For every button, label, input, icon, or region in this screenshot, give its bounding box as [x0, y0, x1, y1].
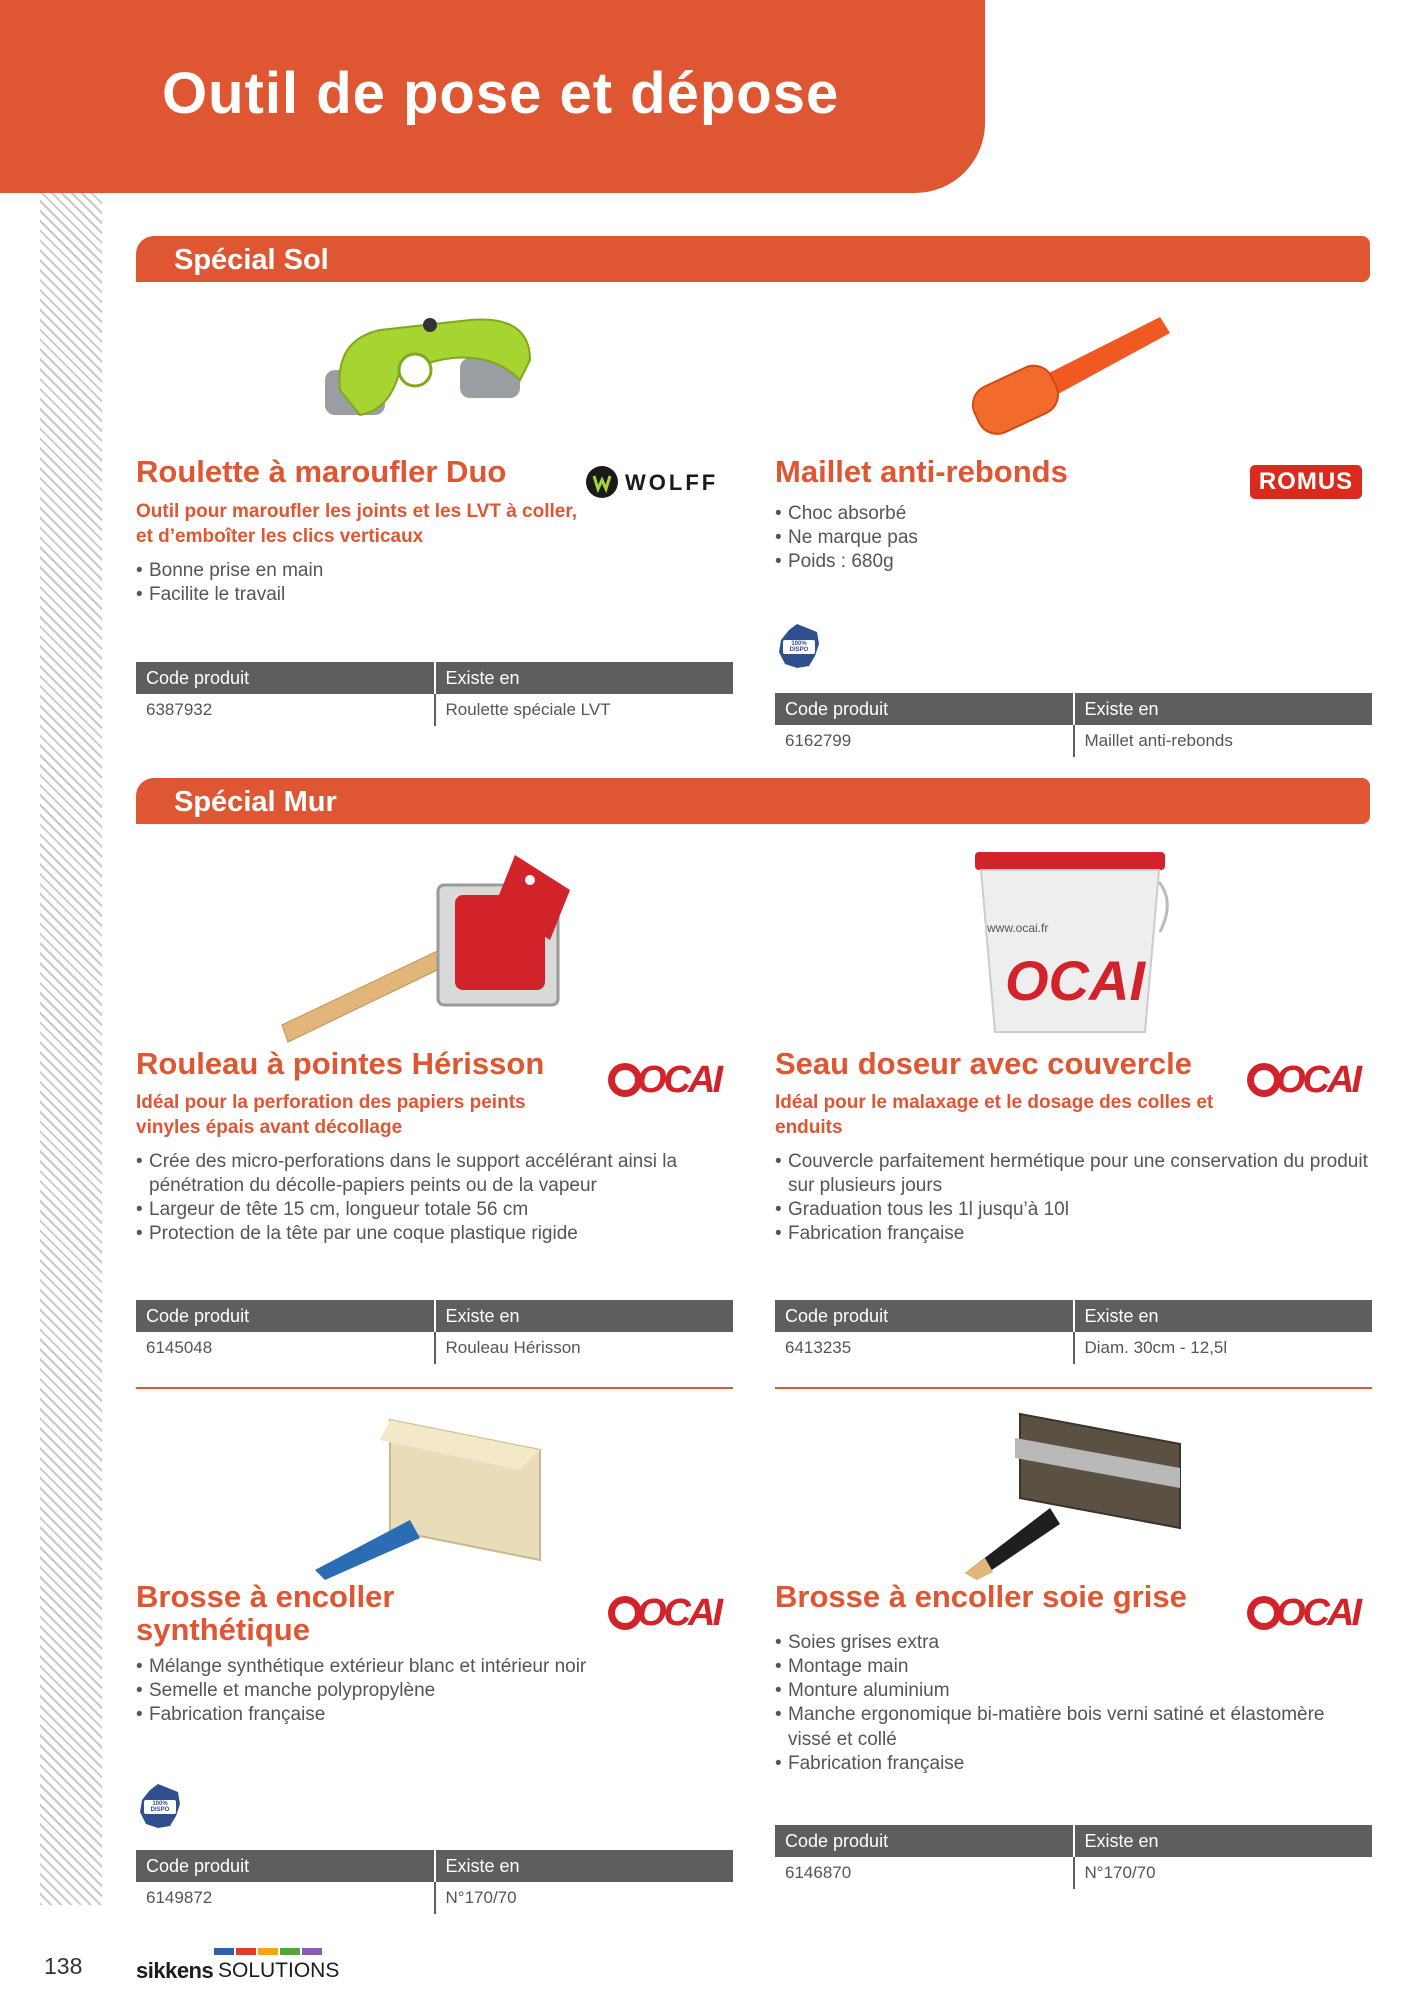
- page-number: 138: [44, 1953, 83, 1979]
- seau-title: Seau doseur avec couvercle: [775, 1046, 1193, 1081]
- wolff-logo: [585, 465, 735, 499]
- variant-header: Existe en: [1074, 1825, 1373, 1857]
- feature-item: • Protection de la tête par une coque plastique rigide: [136, 1222, 736, 1246]
- ocai-logo-text: OCAI: [637, 1059, 720, 1101]
- product-variant: Roulette spéciale LVT: [435, 694, 734, 726]
- sikkens-solutions-logo: [136, 1948, 340, 1983]
- rouleau-title: Rouleau à pointes Hérisson: [136, 1046, 545, 1081]
- ocai-logo: [607, 1058, 732, 1102]
- feature-item: • Couvercle parfaitement hermétique pour une conservation du produit sur plusieurs jours: [775, 1150, 1375, 1198]
- product-variant: Diam. 30cm - 12,5l: [1074, 1332, 1373, 1364]
- feature-item: • Manche ergonomique bi-matière bois verni satiné et élastomère vissé et collé: [775, 1703, 1355, 1751]
- brand-color-bar: [214, 1948, 234, 1955]
- wolff-logo-text: WOLFF: [625, 470, 719, 495]
- maillet-image: [965, 305, 1175, 445]
- code-header: Code produit: [136, 662, 435, 694]
- feature-item: • Fabrication française: [775, 1222, 1375, 1246]
- feature-item: • Semelle et manche polypropylène: [136, 1679, 716, 1703]
- brand-color-bar: [302, 1948, 322, 1955]
- feature-item: • Fabrication française: [775, 1752, 1355, 1776]
- separator: [775, 1387, 1372, 1389]
- roulette-image: [320, 300, 550, 440]
- rouleau-features: [136, 1150, 736, 1247]
- brosse-synthetique-code-table: [136, 1850, 733, 1914]
- code-header: Code produit: [136, 1850, 435, 1882]
- product-variant: N°170/70: [435, 1882, 734, 1914]
- product-variant: Maillet anti-rebonds: [1074, 725, 1373, 757]
- seau-image-website: www.ocai.fr: [987, 921, 1049, 935]
- feature-item: • Ne marque pas: [775, 526, 1225, 550]
- brand-color-bar: [236, 1948, 256, 1955]
- roulette-subtitle: Outil pour maroufler les joints et les LVT à coller, et d’emboîter les clics verticaux: [136, 501, 577, 547]
- france-dispo-badge: [775, 622, 823, 670]
- variant-header: Existe en: [435, 1850, 734, 1882]
- product-variant: Rouleau Hérisson: [435, 1332, 734, 1364]
- feature-item: • Bonne prise en main: [136, 559, 586, 583]
- feature-item: • Crée des micro-perforations dans le support accélérant ainsi la pénétration du décolle-papiers peints ou de la vapeur: [136, 1150, 736, 1198]
- brosse-synthetique-features: [136, 1655, 716, 1727]
- brand-solutions: SOLUTIONS: [218, 1959, 340, 1982]
- maillet-title: Maillet anti-rebonds: [775, 454, 1068, 489]
- seau-features: [775, 1150, 1375, 1247]
- section-title-sol: Spécial Sol: [174, 244, 329, 276]
- brand-color-bar: [258, 1948, 278, 1955]
- maillet-code-table: [775, 693, 1372, 757]
- wolff-logo-icon: [585, 465, 619, 499]
- seau-subtitle: Idéal pour le malaxage et le dosage des colles et enduits: [775, 1092, 1214, 1138]
- seau-code-table: [775, 1300, 1372, 1364]
- header-banner: [0, 0, 985, 193]
- feature-item: • Graduation tous les 1l jusqu’à 10l: [775, 1198, 1375, 1222]
- feature-item: • Poids : 680g: [775, 550, 1225, 574]
- ocai-logo-text: OCAI: [637, 1592, 720, 1634]
- ocai-logo-text: OCAI: [1276, 1059, 1359, 1101]
- brosse-synthetique-image: [310, 1410, 560, 1580]
- seau-image: [975, 852, 1175, 1037]
- brand-name: sikkens: [136, 1958, 214, 1983]
- code-header: Code produit: [775, 1825, 1074, 1857]
- product-variant: N°170/70: [1074, 1857, 1373, 1889]
- code-header: Code produit: [775, 693, 1074, 725]
- feature-item: • Facilite le travail: [136, 583, 586, 607]
- product-code: 6387932: [146, 700, 213, 719]
- brand-color-bars: [214, 1948, 324, 1955]
- roulette-features: [136, 559, 586, 607]
- france-dispo-label: 100% DISPO: [150, 1801, 170, 1813]
- section-bar-sol: [136, 236, 1370, 282]
- ocai-logo: [1246, 1058, 1371, 1102]
- ocai-logo: [607, 1591, 732, 1635]
- france-dispo-badge: [136, 1782, 184, 1830]
- brosse-soie-code-table: [775, 1825, 1372, 1889]
- feature-item: • Montage main: [775, 1655, 1355, 1679]
- ocai-logo-text: OCAI: [1276, 1592, 1359, 1634]
- feature-item: • Soies grises extra: [775, 1631, 1355, 1655]
- feature-item: • Mélange synthétique extérieur blanc et intérieur noir: [136, 1655, 716, 1679]
- feature-item: • Choc absorbé: [775, 502, 1225, 526]
- feature-item: • Largeur de tête 15 cm, longueur totale 56 cm: [136, 1198, 736, 1222]
- maillet-features: [775, 502, 1225, 574]
- decorative-stripes: [40, 0, 102, 1905]
- variant-header: Existe en: [435, 662, 734, 694]
- rouleau-image: [280, 850, 600, 1045]
- code-header: Code produit: [136, 1300, 435, 1332]
- brosse-synthetique-title: Brosse à encoller synthétique: [136, 1579, 395, 1648]
- variant-header: Existe en: [1074, 1300, 1373, 1332]
- rouleau-subtitle: Idéal pour la perforation des papiers peints vinyles épais avant décollage: [136, 1092, 526, 1138]
- brosse-soie-image: [955, 1408, 1190, 1583]
- brosse-soie-features: [775, 1631, 1355, 1776]
- product-code: 6146870: [785, 1863, 852, 1882]
- product-code: 6145048: [146, 1338, 213, 1357]
- roulette-code-table: [136, 662, 733, 726]
- product-code: 6162799: [785, 731, 852, 750]
- separator: [136, 1387, 733, 1389]
- feature-item: • Monture aluminium: [775, 1679, 1355, 1703]
- page-title: Outil de pose et dépose: [162, 61, 840, 126]
- section-bar-mur: [136, 778, 1370, 824]
- brand-color-bar: [280, 1948, 300, 1955]
- brosse-soie-title: Brosse à encoller soie grise: [775, 1579, 1187, 1614]
- seau-image-logo: OCAI: [1005, 949, 1145, 1012]
- section-title-mur: Spécial Mur: [174, 786, 337, 818]
- ocai-logo: [1246, 1591, 1371, 1635]
- variant-header: Existe en: [1074, 693, 1373, 725]
- product-code: 6413235: [785, 1338, 852, 1357]
- rouleau-code-table: [136, 1300, 733, 1364]
- roulette-title: Roulette à maroufler Duo: [136, 454, 507, 489]
- variant-header: Existe en: [435, 1300, 734, 1332]
- code-header: Code produit: [775, 1300, 1074, 1332]
- feature-item: • Fabrication française: [136, 1703, 716, 1727]
- romus-logo: ROMUS: [1250, 465, 1362, 499]
- product-code: 6149872: [146, 1888, 213, 1907]
- france-dispo-label: 100% DISPO: [789, 641, 809, 653]
